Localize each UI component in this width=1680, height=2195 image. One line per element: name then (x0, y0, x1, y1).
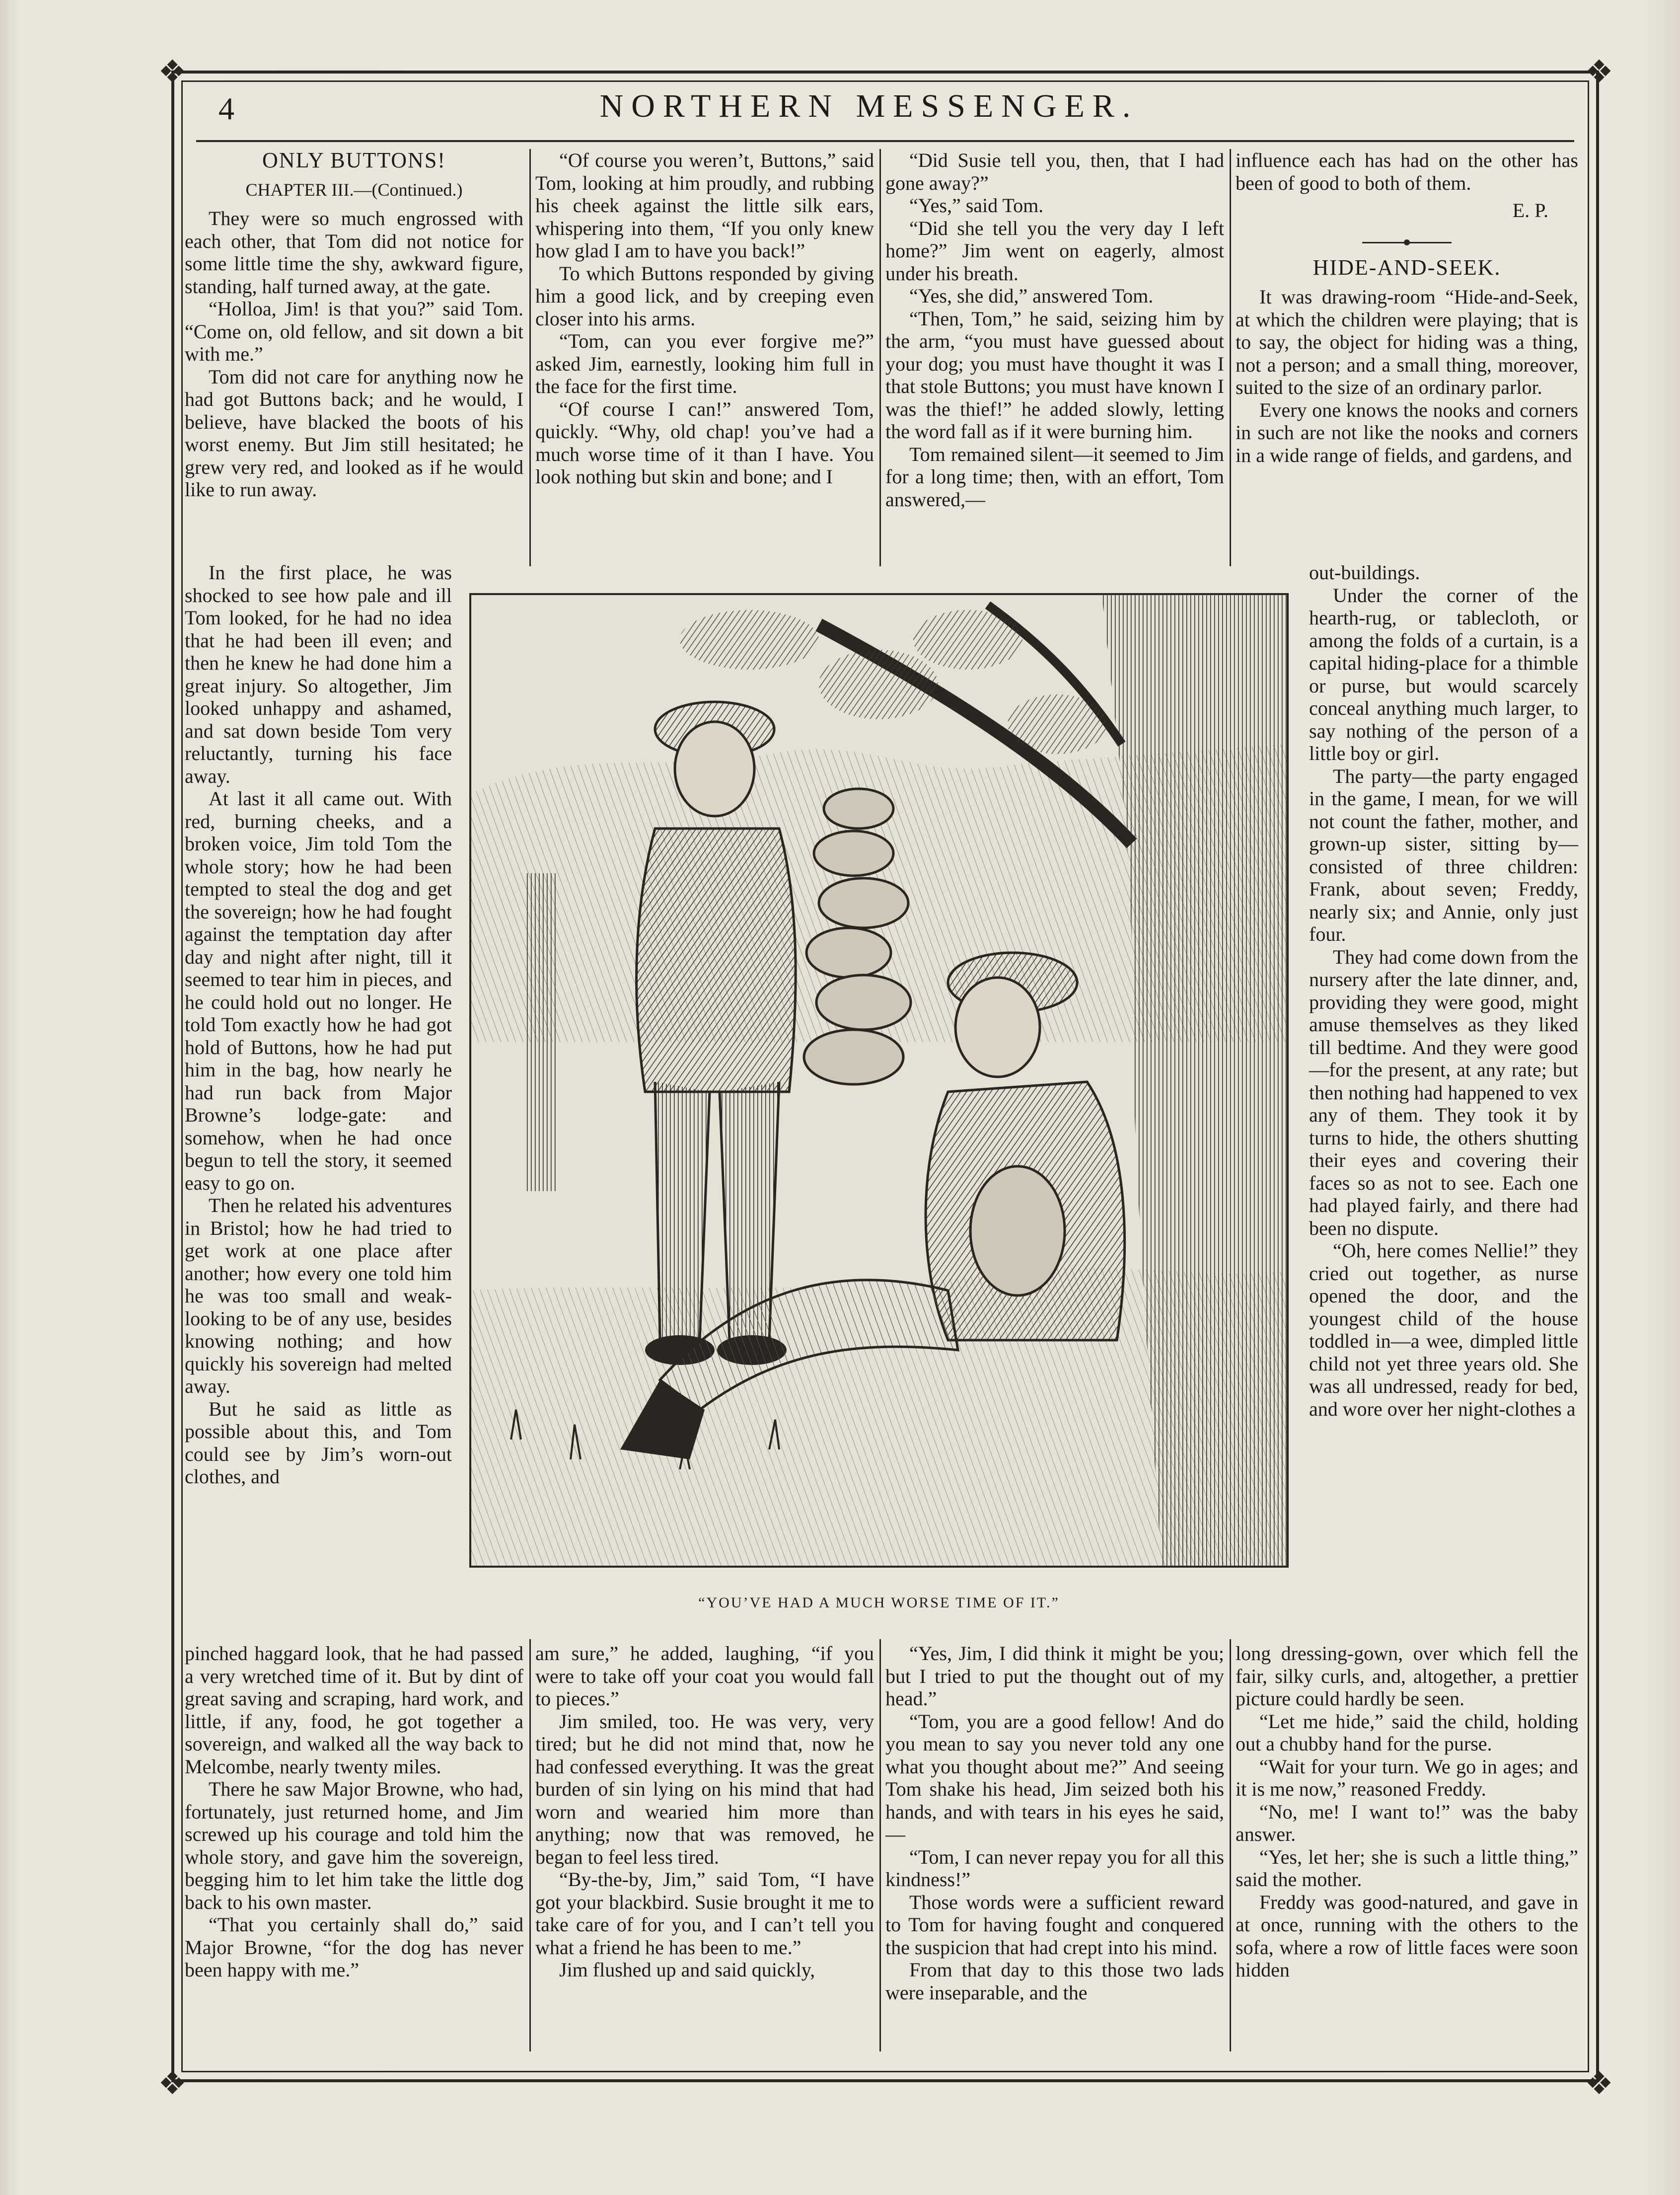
paragraph: From that day to this those two lads were inseparable, and the (885, 1959, 1224, 2004)
paragraph: Jim flushed up and said quickly, (559, 1959, 815, 1981)
paragraph: “Wait for your turn. We go in ages; and it is me now,” reasoned Freddy. (1236, 1755, 1578, 1800)
paragraph: “Did Susie tell you, then, that I had gone away?” (885, 149, 1224, 194)
chapter-heading: CHAPTER III.—(Continued.) (245, 179, 463, 200)
column-divider (529, 1639, 531, 2051)
paragraph: At last it all came out. With red, burning cheeks, and a broken voice, Jim told Tom the whole story; how he had been tempted to steal the dog and get the sovereign; how he had fought against the temptation day after day and night after night, till it seemed to tear him in pieces, and he could hold out no longer. He told Tom exactly how he had got hold of Buttons, how he had put him in the bag, how nearly he had run back from Major Browne’s lodge-gate: and somehow, when he had once begun to tell the story, it seemed easy to go on. (185, 787, 452, 1194)
paragraph: “Yes, let her; she is such a little thing,” said the mother. (1236, 1845, 1578, 1891)
paragraph: Those words were a sufficient reward to Tom for having fought and conquered the suspicion that had crept into his mind. (885, 1891, 1224, 1959)
paragraph: They were so much engrossed with each other, that Tom did not notice for some little time the shy, awkward figure, standing, half turned away, at the gate. (185, 207, 523, 298)
paragraph: “Did she tell you the very day I left home?” Jim went on eagerly, almost under his breath. (885, 217, 1224, 285)
story-column-1-bottom (185, 1642, 523, 1981)
paragraph: Freddy was good-natured, and gave in at once, running with the others to the sofa, where a row of little faces were soon hidden (1236, 1891, 1578, 1981)
paragraph: There he saw Major Browne, who had, fortunately, just returned home, and Jim screwed up his courage and told him the whole story, and gave him the sovereign, begging him to let him take the little dog back to his own master. (185, 1778, 523, 1913)
paragraph: Under the corner of the hearth-rug, or tablecloth, or among the folds of a curtain, is a capital hiding-place for a thimble or purse, but would scarcely conceal anything much larger, to say nothing of the person of a little boy or girl. (1309, 584, 1578, 764)
story-signature: E. P. (1512, 199, 1548, 222)
column-4-bottom (1236, 1642, 1578, 1981)
paragraph: “Yes, she did,” answered Tom. (909, 285, 1154, 307)
story-column-2-top (535, 149, 874, 488)
paragraph: “Tom, you are a good fellow! And do you mean to say you never told any one what you thought about me?” And seeing Tom shake his head, Jim seized both his hands, and with tears in his eyes he said,— (885, 1710, 1224, 1845)
paragraph: influence each has had on the other has been of good to both of them. (1236, 149, 1578, 194)
paragraph: To which Buttons responded by giving him a good lick, and by creeping even closer into his arms. (535, 262, 874, 330)
paragraph: But he said as little as possible about this, and Tom could see by Jim’s worn-out clothes, and (185, 1397, 452, 1488)
corner-ornament-icon: ❖ (1585, 2066, 1613, 2101)
column-4-top (1236, 149, 1578, 466)
paragraph: Jim smiled, too. He was very, very tired; but he did not mind that, now he had confessed everything. It was the great burden of sin lying on his mind that had worn and wearied him more than anything; now that was removed, he began to feel less tired. (535, 1710, 874, 1868)
illustration-caption: “YOU’VE HAD A MUCH WORSE TIME OF IT.” (698, 1594, 1060, 1611)
column-divider (1230, 1639, 1231, 2051)
paragraph: am sure,” he added, laughing, “if you were to take off your coat you would fall to pieces.” (535, 1642, 874, 1710)
paragraph: Tom remained silent—it seemed to Jim for a long time; then, with an effort, Tom answered,— (885, 443, 1224, 511)
corner-ornament-icon: ❖ (158, 54, 187, 89)
paragraph: “Tom, I can never repay you for all this kindness!” (885, 1845, 1224, 1891)
paragraph: The party—the party engaged in the game, I mean, for we will not count the father, mother, and grown-up sister, sitting by—consisted of three children: Frank, about seven; Freddy, nearly six; and Annie, only just four. (1309, 764, 1578, 945)
story-column-3-top (885, 149, 1224, 511)
column-divider (529, 149, 531, 566)
paragraph: Tom did not care for anything now he had got Buttons back; and he would, I believe, have blacked the boots of his worst enemy. But Jim still hesitated; he grew very red, and looked as if he would like to run away. (185, 365, 523, 501)
paragraph: “Of course you weren’t, Buttons,” said Tom, looking at him proudly, and rubbing his cheek against the little silk ears, whispering into them, “If you only knew how glad I am to have you back!” (535, 149, 874, 262)
story-column-1-narrow (185, 561, 452, 1488)
column-4-narrow (1309, 561, 1578, 1420)
two-boys-under-tree-engraving (471, 595, 1287, 1566)
masthead-title: NORTHERN MESSENGER. (599, 88, 1139, 124)
paragraph: “That you certainly shall do,” said Major Browne, “for the dog has never been happy with me.” (185, 1913, 523, 1981)
header-rule (196, 140, 1574, 142)
paragraph: “Yes, Jim, I did think it might be you; but I tried to put the thought out of my head.” (885, 1642, 1224, 1710)
column-divider (879, 1639, 881, 2051)
paragraph: long dressing-gown, over which fell the fair, silky curls, and, altogether, a prettier picture could hardly be seen. (1236, 1642, 1578, 1710)
paragraph: “Tom, can you ever forgive me?” asked Jim, earnestly, looking him full in the face for the first time. (535, 330, 874, 397)
paragraph: It was drawing-room “Hide-and-Seek, at which the children were playing; that is to say, the object for hiding was a thing, not a person; and a small thing, moreover, suited to the size of an ordinary parlor. (1236, 286, 1578, 398)
page-number: 4 (219, 91, 234, 126)
paragraph: “No, me! I want to!” was the baby answer. (1236, 1800, 1578, 1845)
paragraph: They had come down from the nursery after the late dinner, and, providing they were good, might amuse themselves as they liked till bedtime. And they were good—for the present, at any rate; but then nothing had happened to vex any of them. They took it by turns to hide, the others shutting their eyes and covering their faces so as not to see. Each one had played fairly, and there had been no dispute. (1309, 945, 1578, 1239)
paragraph: “Of course I can!” answered Tom, quickly. “Why, old chap! you’ve had a much worse time of it than I have. You look nothing but skin and bone; and I (535, 397, 874, 488)
section-divider (1362, 242, 1452, 243)
story-title: ONLY BUTTONS! (262, 148, 446, 172)
paragraph: “Oh, here comes Nellie!” they cried out together, as nurse opened the door, and the youngest child of the house toddled in—a wee, dimpled little child not yet three years old. She was all undressed, ready for bed, and wore over her night-clothes a (1309, 1239, 1578, 1420)
paragraph: “Let me hide,” said the child, holding out a chubby hand for the purse. (1236, 1710, 1578, 1755)
article-title: HIDE-AND-SEEK. (1313, 255, 1501, 280)
corner-ornament-icon: ❖ (158, 2066, 187, 2101)
paragraph: Every one knows the nooks and corners in such are not like the nooks and corners in a wide range of fields, and gardens, and (1236, 398, 1578, 466)
story-column-2-bottom (535, 1642, 874, 1981)
story-column-3-bottom (885, 1642, 1224, 2004)
paragraph: Then he related his adventures in Bristol; how he had tried to get work at one place after another; how every one told him he was too small and weak-looking to be of any use, besides knowing nothing; and how quickly his sovereign had melted away. (185, 1194, 452, 1397)
column-divider (879, 149, 881, 566)
engraving-illustration (469, 593, 1289, 1568)
corner-ornament-icon: ❖ (1585, 54, 1613, 89)
paragraph: “Yes,” said Tom. (909, 194, 1044, 217)
column-divider (1230, 149, 1231, 566)
paragraph: pinched haggard look, that he had passed a very wretched time of it. But by dint of great saving and scraping, hard work, and little, if any, food, he got together a sovereign, and walked all the way back to Melcombe, nearly twenty miles. (185, 1642, 523, 1778)
story-column-1-top (185, 149, 523, 501)
paragraph: out-buildings. (1309, 561, 1420, 584)
paragraph: In the first place, he was shocked to see how pale and ill Tom looked, for he had no idea that he had been ill even; and then he knew he had done him a great injury. So altogether, Jim looked unhappy and ashamed, and sat down beside Tom very reluctantly, turning his face away. (185, 561, 452, 787)
paragraph: “Then, Tom,” he said, seizing him by the arm, “you must have guessed about your dog; you must have thought it was I that stole Buttons; you must have known I was the thief!” he added slowly, letting the word fall as if it were burning him. (885, 307, 1224, 443)
paragraph: “By-the-by, Jim,” said Tom, “I have got your blackbird. Susie brought it me to take care of for you, and I can’t tell you what a friend he has been to me.” (535, 1868, 874, 1959)
paragraph: “Holloa, Jim! is that you?” said Tom. “Come on, old fellow, and sit down a bit with me.” (185, 298, 523, 365)
